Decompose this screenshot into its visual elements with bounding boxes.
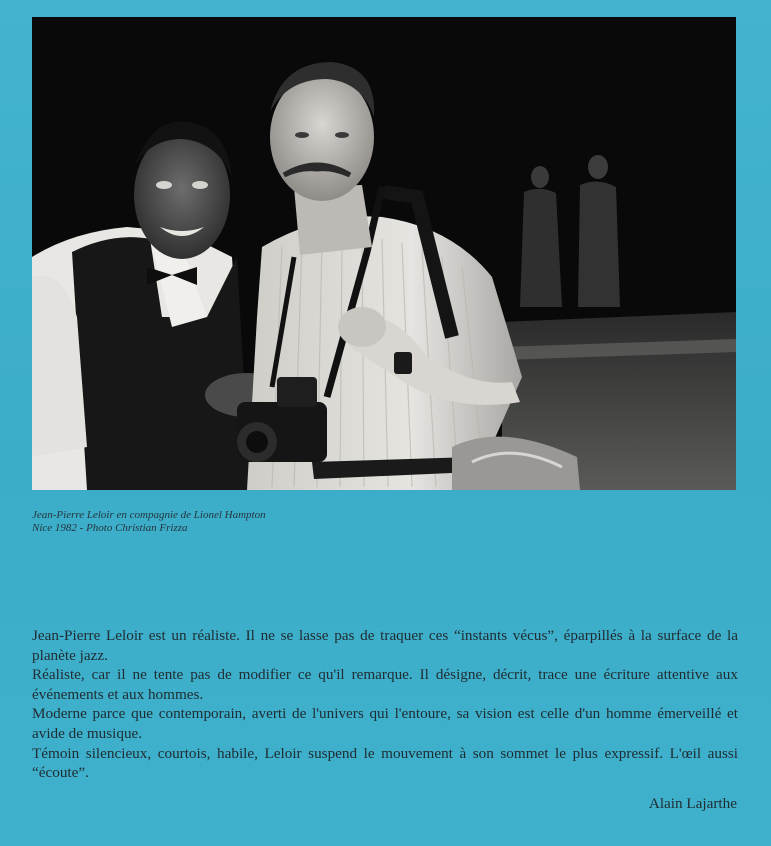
photo-caption: [32, 509, 532, 535]
photograph: [32, 17, 736, 490]
paragraph: Réaliste, car il ne tente pas de modifier ce qu'il remarque. Il désigne, décrit, trace une écriture attentive aux événements et aux hommes.: [32, 666, 738, 703]
paragraph: Moderne parce que contemporain, averti de l'univers qui l'entoure, sa vision est celle d'un homme émerveillé et avide de musique.: [32, 705, 738, 742]
paragraph: Témoin silencieux, courtois, habile, Leloir suspend le mouvement à son sommet le plus expressif. L'œil aussi “écoute”.: [32, 744, 738, 782]
caption-line-2: Nice 1982 - Photo Christian Frizza: [32, 522, 188, 534]
photo-illustration: [32, 17, 736, 490]
author-signature: Alain Lajarthe: [648, 795, 737, 812]
paragraph: Jean-Pierre Leloir est un réaliste. Il ne se lasse pas de traquer ces “instants vécus”, éparpillés à la surface de la planète jazz.: [32, 627, 738, 664]
body-text: [32, 626, 738, 783]
caption-line-1: Jean-Pierre Leloir en compagnie de Lionel Hampton: [32, 509, 266, 521]
